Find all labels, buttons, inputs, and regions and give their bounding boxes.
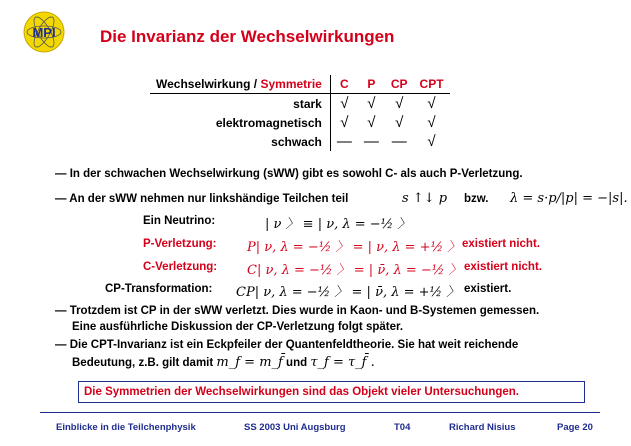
- c-violation-formula: C| ν, λ = −½ 〉 = | ν̄, λ = −½ 〉: [247, 263, 462, 278]
- p-violation-label: P-Verletzung:: [143, 238, 217, 250]
- helicity-formula: λ = s·p/|p| = −|s|.: [510, 191, 628, 206]
- bullet-cpt-invariance-cont: [72, 355, 375, 370]
- row-label: schwach: [150, 132, 330, 151]
- dash-mark: —: [336, 133, 352, 150]
- bzw-text: bzw.: [464, 193, 489, 205]
- check-mark: √: [367, 114, 376, 131]
- footer-semester: SS 2003 Uni Augsburg: [244, 422, 346, 433]
- summary-box: Die Symmetrien der Wechselwirkungen sind das Objekt vieler Untersuchungen.: [78, 381, 585, 403]
- cpt-text: Bedeutung, z.B. gilt damit: [72, 357, 214, 369]
- p-violation-result: existiert nicht.: [462, 238, 540, 250]
- neutrino-formula: | ν 〉 ≡ | ν, λ = −½ 〉: [265, 217, 411, 232]
- bullet-sww-violation: — In der schwachen Wechselwirkung (sWW) gibt es sowohl C- als auch P-Verletzung.: [55, 168, 523, 180]
- neutrino-label: Ein Neutrino:: [143, 215, 216, 227]
- table-header-row: [150, 75, 450, 94]
- bullet-left-handed-text: — An der sWW nehmen nur linkshändige Teilchen teil: [55, 193, 349, 205]
- check-mark: √: [427, 114, 436, 131]
- check-mark: √: [395, 114, 404, 131]
- bullet-left-handed: [55, 193, 348, 205]
- column-header: C: [330, 75, 358, 94]
- dash-mark: —: [363, 133, 379, 150]
- lifetime-equality-formula: τ_f = τ_f̄ .: [310, 355, 375, 370]
- column-header: CP: [385, 75, 414, 94]
- footer-page: Page 20: [557, 422, 593, 433]
- footer-code: T04: [394, 422, 411, 433]
- cp-transformation-result: existiert.: [464, 283, 512, 295]
- cp-transformation-formula: CP| ν, λ = −½ 〉 = | ν̄, λ = +½ 〉: [236, 285, 460, 300]
- dash-mark: —: [391, 133, 407, 150]
- table-row: [150, 132, 450, 151]
- bullet-cpt-invariance: — Die CPT-Invarianz ist ein Eckpfeiler der Quantenfeldtheorie. Sie hat weit reichende: [55, 339, 519, 351]
- bullet-cp-violated: — Trotzdem ist CP in der sWW verletzt. Dies wurde in Kaon- und B-Systemen gemessen.: [55, 305, 540, 317]
- check-mark: √: [427, 133, 436, 150]
- row-label: stark: [150, 94, 330, 114]
- mass-equality-formula: m_f = m_f̄: [216, 355, 283, 370]
- c-violation-result: existiert nicht.: [464, 261, 542, 273]
- check-mark: √: [340, 95, 349, 112]
- spin-momentum-formula: s ↑↓ p: [402, 191, 448, 206]
- page-title: Die Invarianz der Wechselwirkungen: [100, 27, 395, 46]
- check-mark: √: [367, 95, 376, 112]
- footer-course: Einblicke in die Teilchenphysik: [56, 422, 196, 433]
- cp-transformation-label: CP-Transformation:: [105, 283, 213, 295]
- footer-author: Richard Nisius: [449, 422, 516, 433]
- check-mark: √: [395, 95, 404, 112]
- logo-text: MPI: [32, 25, 56, 40]
- c-violation-label: C-Verletzung:: [143, 261, 218, 273]
- bullet-cp-violated-cont: Eine ausführliche Diskussion der CP-Verletzung folgt später.: [72, 321, 404, 333]
- symmetry-table: [150, 75, 450, 151]
- check-mark: √: [340, 114, 349, 131]
- check-mark: √: [427, 95, 436, 112]
- row-label: elektromagnetisch: [150, 113, 330, 132]
- p-violation-formula: P| ν, λ = −½ 〉 = | ν, λ = +½ 〉: [247, 240, 461, 255]
- column-header: CPT: [414, 75, 450, 94]
- mpi-logo: [22, 10, 66, 54]
- table-row: [150, 113, 450, 132]
- table-row: [150, 94, 450, 114]
- column-header: P: [358, 75, 385, 94]
- footer-divider: [40, 412, 600, 413]
- table-header-label: Wechselwirkung / Symmetrie: [150, 75, 330, 94]
- und-text: und: [286, 357, 308, 369]
